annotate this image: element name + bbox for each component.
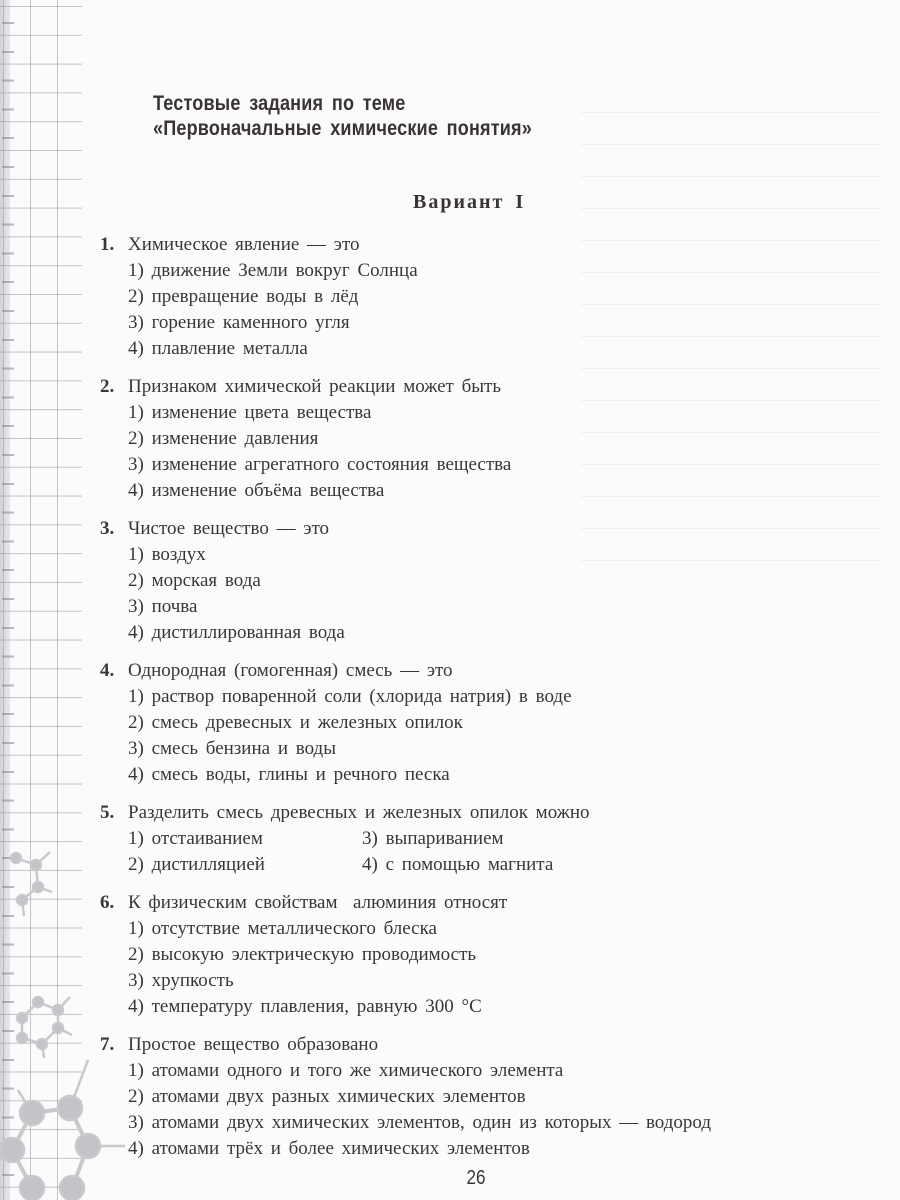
- answer-option: 3) изменение агрегатного состояния вещества: [128, 454, 512, 475]
- answer-option: 1) атомами одного и того же химического элемента: [128, 1060, 564, 1081]
- answer-option: 2) морская вода: [128, 570, 261, 591]
- question-1: [100, 232, 860, 362]
- answer-option: 4) атомами трёх и более химических элементов: [128, 1138, 530, 1159]
- question-6: [100, 890, 860, 1020]
- answer-option: 2) атомами двух разных химических элементов: [128, 1086, 526, 1107]
- answer-option: 1) раствор поваренной соли (хлорида натрия) в воде: [128, 686, 572, 707]
- page-number: 26: [466, 1167, 486, 1189]
- answer-option: 3) атомами двух химических элементов, один из которых — водород: [128, 1112, 712, 1133]
- answer-option: 2) дистилляцией: [128, 854, 265, 875]
- question-number: 4.: [100, 660, 115, 681]
- question-text: Признаком химической реакции может быть: [128, 376, 502, 397]
- answer-option: 4) плавление металла: [128, 338, 308, 359]
- question-2: [100, 374, 860, 504]
- answer-option: 2) превращение воды в лёд: [128, 286, 359, 307]
- question-number: 1.: [100, 234, 115, 255]
- question-number: 5.: [100, 802, 115, 823]
- question-number: 2.: [100, 376, 115, 397]
- answer-option: 1) отстаиванием: [128, 828, 263, 849]
- answer-option: 3) почва: [128, 596, 198, 617]
- answer-option: 1) отсутствие металлического блеска: [128, 918, 437, 939]
- question-7: [100, 1032, 860, 1162]
- answer-option: 1) движение Земли вокруг Солнца: [128, 260, 418, 281]
- heading-line-2: «Первоначальные химические понятия»: [153, 117, 532, 140]
- answer-option: 3) горение каменного угля: [128, 312, 350, 333]
- answer-option: 2) высокую электрическую проводимость: [128, 944, 477, 965]
- question-3: [100, 516, 860, 646]
- answer-option: 1) воздух: [128, 544, 206, 565]
- question-4: [100, 658, 860, 788]
- answer-option: 4) дистиллированная вода: [128, 622, 345, 643]
- question-text: Однородная (гомогенная) смесь — это: [128, 660, 453, 681]
- answer-option: 1) изменение цвета вещества: [128, 402, 372, 423]
- variant-title: Вариант I: [413, 191, 526, 213]
- question-text: Простое вещество образовано: [128, 1034, 379, 1055]
- question-text: Разделить смесь древесных и железных опилок можно: [128, 802, 590, 823]
- question-number: 7.: [100, 1034, 115, 1055]
- answer-option: 4) изменение объёма вещества: [128, 480, 385, 501]
- answer-option: 2) изменение давления: [128, 428, 319, 449]
- question-list: [100, 232, 860, 1174]
- answer-option: 4) смесь воды, глины и речного песка: [128, 764, 450, 785]
- question-text: Чистое вещество — это: [128, 518, 330, 539]
- answer-option: 3) смесь бензина и воды: [128, 738, 336, 759]
- question-number: 3.: [100, 518, 115, 539]
- page-heading: [153, 91, 532, 141]
- question-number: 6.: [100, 892, 115, 913]
- answer-option: 3) хрупкость: [128, 970, 234, 991]
- answer-option: 4) с помощью магнита: [362, 854, 554, 875]
- answer-option: 4) температуру плавления, равную 300 °С: [128, 996, 482, 1017]
- answer-option: 3) выпариванием: [362, 828, 504, 849]
- answer-options-two-column: [100, 826, 860, 878]
- question-text: К физическим свойствам алюминия относят: [128, 892, 508, 913]
- answer-option: 2) смесь древесных и железных опилок: [128, 712, 463, 733]
- question-text: Химическое явление — это: [128, 234, 360, 255]
- question-5: [100, 800, 860, 878]
- heading-line-1: Тестовые задания по теме: [153, 92, 406, 115]
